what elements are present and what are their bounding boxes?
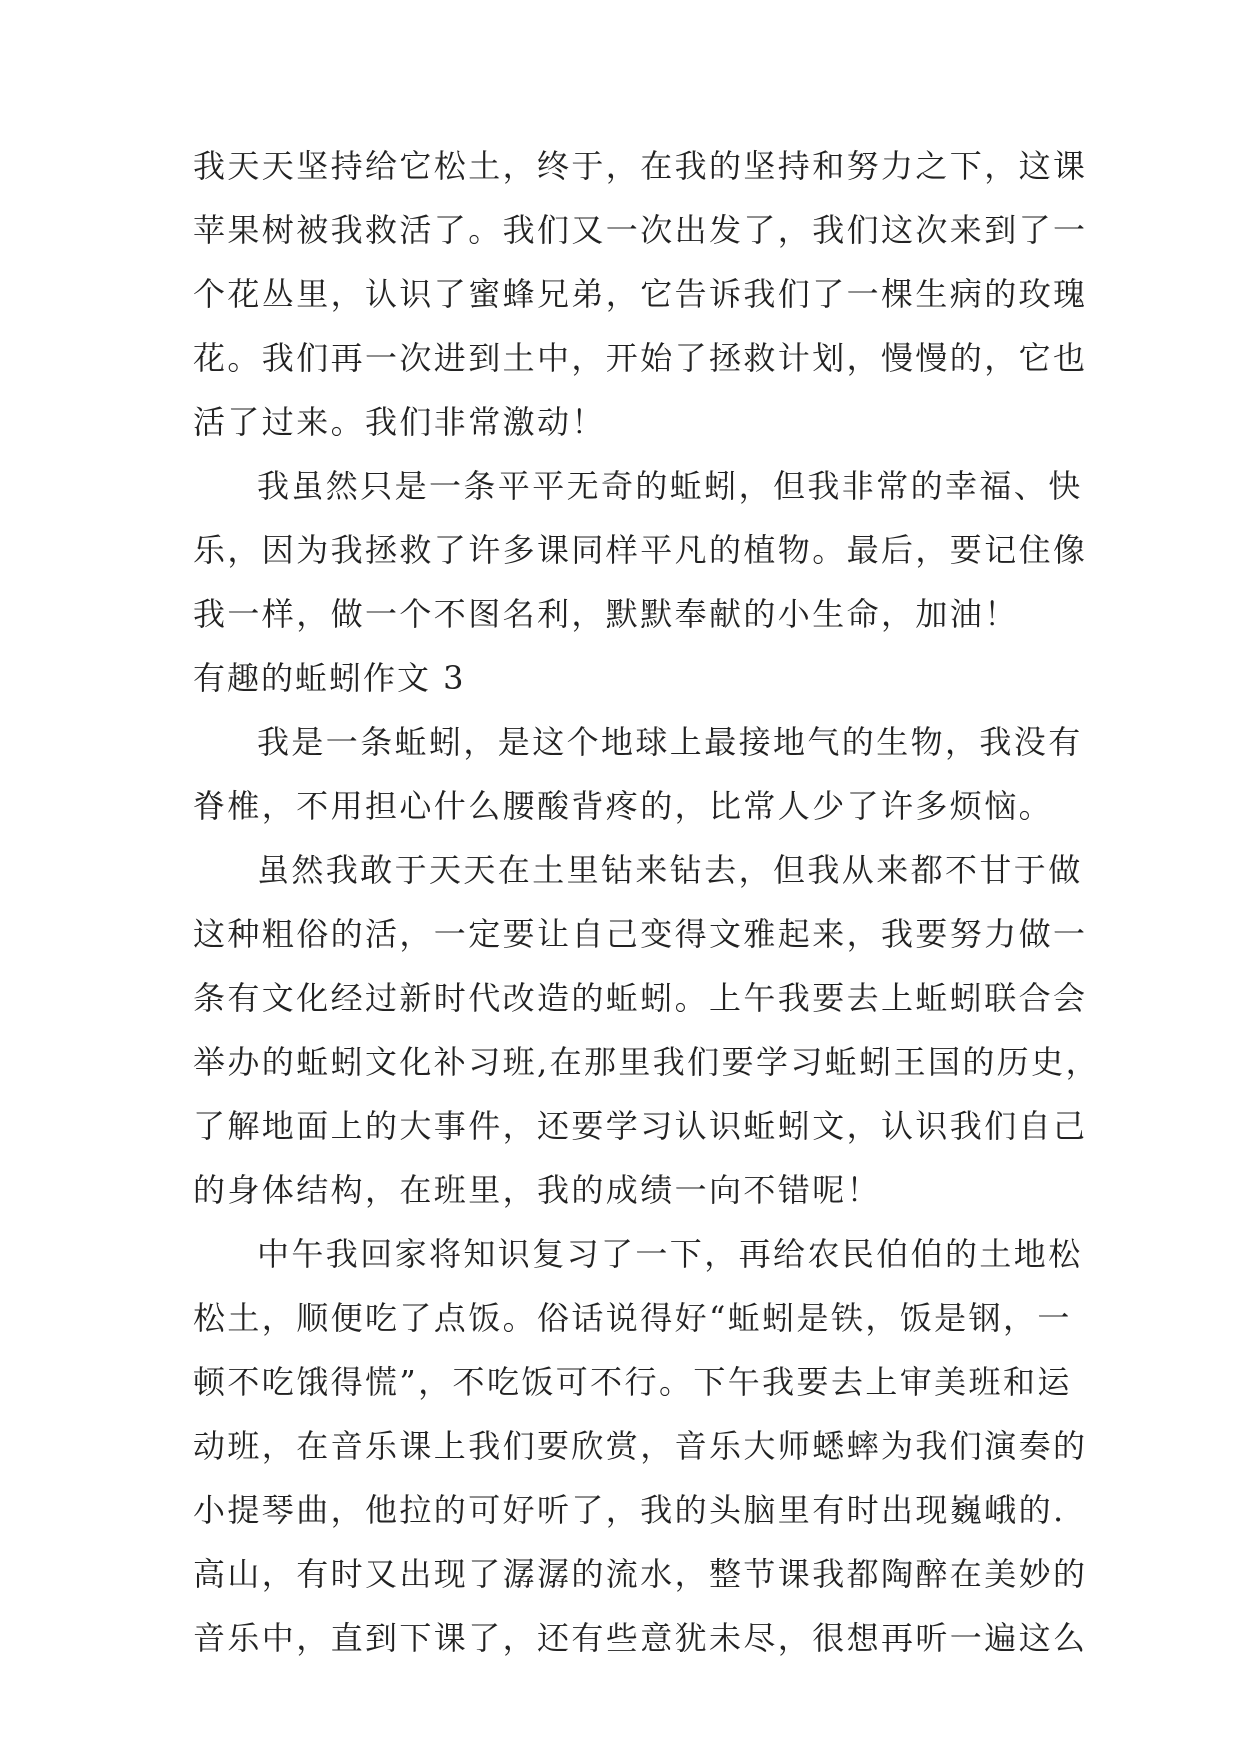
section-heading: 有趣的蚯蚓作文 3 [193,659,466,697]
text-line: 的身体结构，在班里，我的成绩一向不错呢！ [193,1171,882,1209]
text-line: 花。我们再一次进到土中，开始了拯救计划，慢慢的，它也 [193,339,1088,377]
text-line: 动班，在音乐课上我们要欣赏，音乐大师蟋蟀为我们演奏的 [193,1427,1088,1465]
text-line: 条有文化经过新时代改造的蚯蚓。上午我要去上蚯蚓联合会 [193,979,1088,1017]
text-line: 小提琴曲，他拉的可好听了，我的头脑里有时出现巍峨的. [193,1491,1066,1529]
text-line: 举办的蚯蚓文化补习班,在那里我们要学习蚯蚓王国的历史， [193,1043,1100,1081]
text-line: 松土，顺便吃了点饭。俗话说得好“蚯蚓是铁，饭是钢，一 [193,1299,1072,1337]
text-line: 个花丛里，认识了蜜蜂兄弟，它告诉我们了一棵生病的玫瑰 [193,275,1088,313]
text-line: 了解地面上的大事件，还要学习认识蚯蚓文，认识我们自己 [193,1107,1088,1145]
text-line: 中午我回家将知识复习了一下，再给农民伯伯的土地松 [257,1235,1083,1273]
text-line: 顿不吃饿得慌”，不吃饭可不行。下午我要去上审美班和运 [193,1363,1072,1401]
text-line: 这种粗俗的活，一定要让自己变得文雅起来，我要努力做一 [193,915,1088,953]
text-line: 高山，有时又出现了潺潺的流水，整节课我都陶醉在美妙的 [193,1555,1088,1593]
text-line: 我一样，做一个不图名利，默默奉献的小生命，加油！ [193,595,1019,633]
text-line: 乐，因为我拯救了许多课同样平凡的植物。最后，要记住像 [193,531,1088,569]
text-line: 活了过来。我们非常激动！ [193,403,606,441]
text-line: 我是一条蚯蚓，是这个地球上最接地气的生物，我没有 [257,723,1083,761]
text-line: 音乐中，直到下课了，还有些意犹未尽，很想再听一遍这么 [193,1619,1088,1657]
text-line: 我天天坚持给它松土，终于，在我的坚持和努力之下，这课 [193,147,1088,185]
document-body [193,134,1100,1670]
text-line: 脊椎，不用担心什么腰酸背疼的，比常人少了许多烦恼。 [193,787,1054,825]
text-line: 我虽然只是一条平平无奇的蚯蚓，但我非常的幸福、快 [257,467,1083,505]
text-line: 苹果树被我救活了。我们又一次出发了，我们这次来到了一 [193,211,1088,249]
text-line: 虽然我敢于天天在土里钻来钻去，但我从来都不甘于做 [257,851,1083,889]
